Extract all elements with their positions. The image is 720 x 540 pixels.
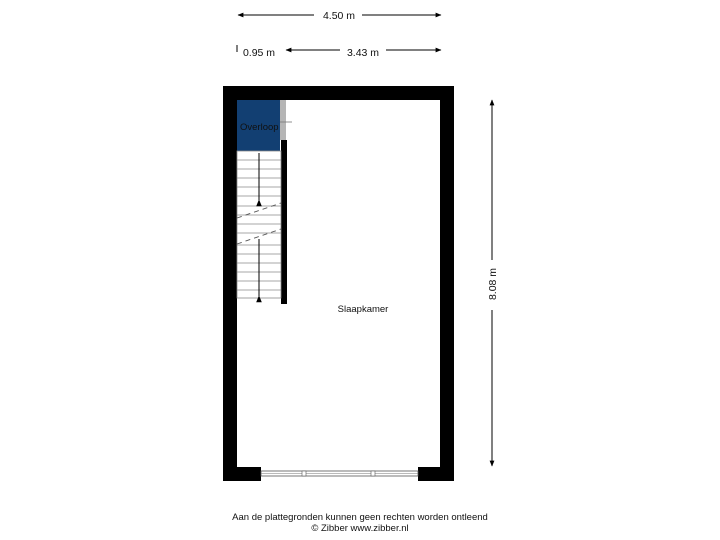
footer-copyright: © Zibber www.zibber.nl: [311, 523, 409, 534]
room-label-bedroom: Slaapkamer: [337, 304, 389, 315]
dimension-label-height: 8.08 m: [487, 267, 499, 301]
stair-wall: [281, 140, 287, 304]
dimension-label-total-width: 4.50 m: [322, 10, 356, 22]
footer-disclaimer: Aan de plattegronden kunnen geen rechten worden ontleend: [232, 512, 488, 523]
window: [261, 471, 418, 476]
dimension-label-segment-right: 3.43 m: [346, 47, 380, 59]
dimension-segments: [237, 45, 441, 59]
dimension-label-segment-left: 0.95 m: [242, 47, 276, 59]
dimension-height: [487, 100, 499, 466]
stair-break-lines: [237, 203, 281, 244]
room-label-landing: Overloop: [240, 122, 279, 133]
dimension-total-width: [238, 10, 441, 22]
